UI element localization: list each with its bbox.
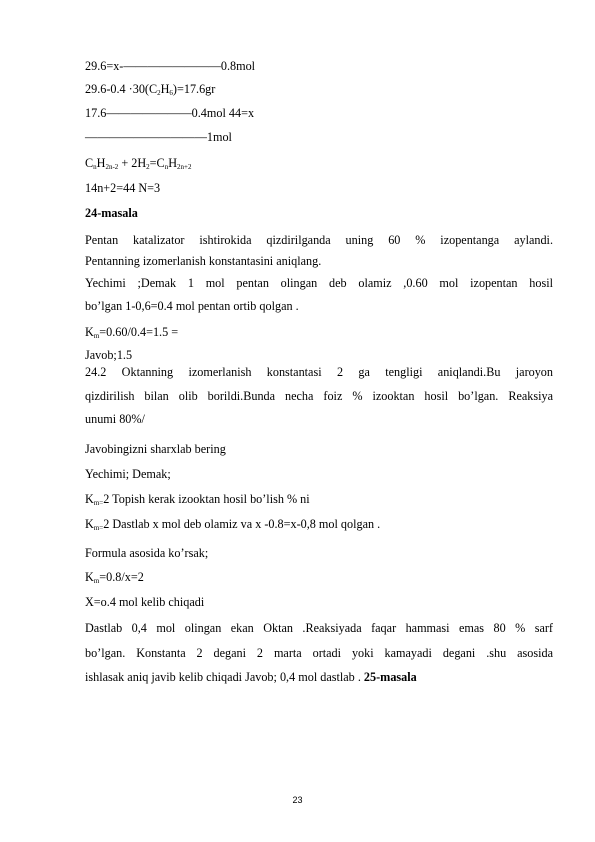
problem-text-24-2-line-3: unumi 80%/ bbox=[85, 412, 145, 426]
problem-text-24-2-line-2: qizdirilish bilan olib borildi.Bunda necha foiz % izooktan hosil bo’lgan. Reaksiya bbox=[85, 389, 553, 403]
x-result-line: X=o.4 mol kelib chiqadi bbox=[85, 595, 205, 609]
problem-title-25: 25-masala bbox=[363, 670, 417, 684]
explanation-line-1: Dastlab 0,4 mol olingan ekan Oktan .Reaksiyada faqar hammasi emas 80 % sarf bbox=[85, 621, 553, 635]
answer-line-1: Javob;1.5 bbox=[85, 348, 133, 362]
constant-line-3: $K_{m=}2$ Dastlab x mol deb olamiz va x -0.8=x-0,8 mol qolgan . bbox=[85, 517, 381, 532]
constant-line-1: $K_m=0.60/0.4=1.5$ = bbox=[85, 325, 179, 340]
instruction-line: Javobingizni sharxlab bering bbox=[85, 442, 226, 456]
solution-line-1: Yechimi ;Demak 1 mol pentan olingan deb olamiz ,0.60 mol izopentan hosil bbox=[85, 276, 553, 290]
equation-line-6: 14n+2=44 N=3 bbox=[85, 181, 161, 195]
constant-line-4: $K_m=0.8/x=2$ bbox=[85, 570, 144, 585]
problem-text-24-2-line-1: 24.2 Oktanning izomerlanish konstantasi 2 ga tengligi aniqlandi.Bu jaroyon bbox=[85, 365, 553, 379]
constant-line-2: $K_{m=}2$ Topish kerak izooktan hosil bo’lish % ni bbox=[85, 492, 310, 507]
equation-line-1: 29.6=x-————————0.8mol bbox=[85, 59, 256, 73]
solution-heading: Yechimi; Demak; bbox=[85, 467, 171, 481]
problem-text-line-1: Pentan katalizator ishtirokida qizdirilganda uning 60 % izopentanga aylandi. bbox=[85, 233, 553, 247]
problem-title-24: 24-masala bbox=[85, 206, 138, 220]
solution-line-2: bo’lgan 1-0,6=0.4 mol pentan ortib qolgan . bbox=[85, 299, 299, 313]
problem-text-line-2: Pentanning izomerlanish konstantasini aniqlang. bbox=[85, 254, 322, 268]
equation-line-2: $29.6-0.4 \cdot 30(C_2H_6)=17.6gr$ bbox=[85, 82, 216, 97]
equation-line-3: 17.6———————0.4mol 44=x bbox=[85, 106, 255, 120]
page-number: 23 bbox=[292, 795, 303, 805]
formula-line: Formula asosida ko’rsak; bbox=[85, 546, 209, 560]
equation-line-4: ——————————1mol bbox=[85, 130, 232, 144]
explanation-line-2: bo’lgan. Konstanta 2 degani 2 marta ortadi yoki kamayadi degani .shu asosida bbox=[85, 646, 553, 660]
reaction-equation: $C_nH_{2n-2} + 2H_2=C_nH_{2n+2}$ bbox=[85, 156, 192, 171]
explanation-line-3: ishlasak aniq javib kelib chiqadi Javob; 0,4 mol dastlab . 25-masala bbox=[85, 670, 417, 684]
